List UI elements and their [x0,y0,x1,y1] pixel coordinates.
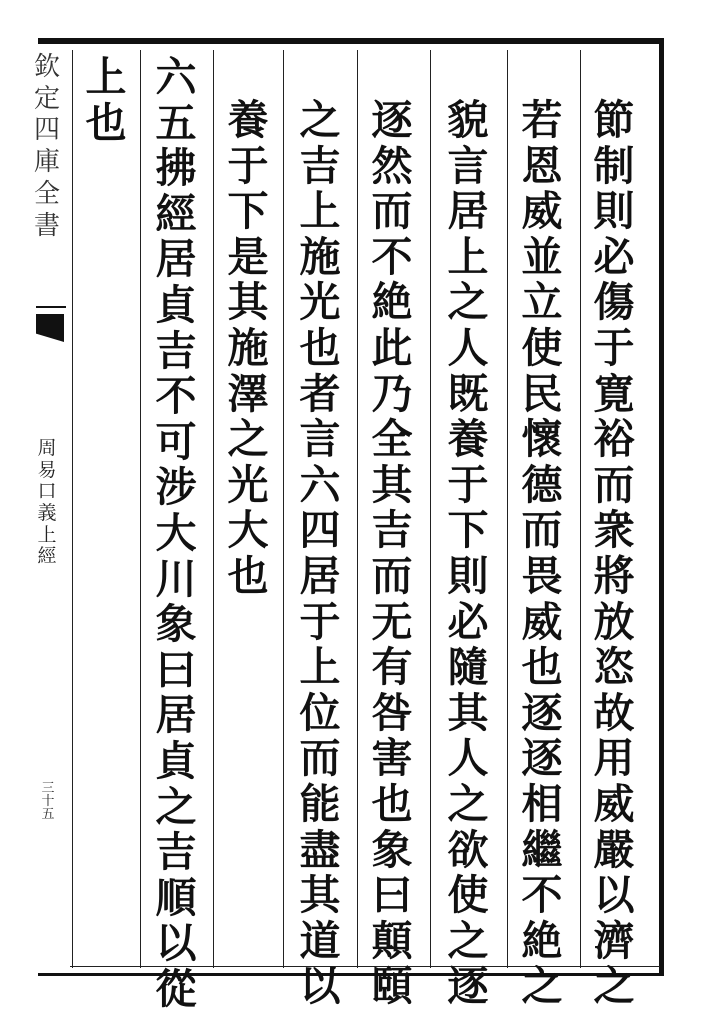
glyph: 言 [447,141,489,190]
margin-chapter-title [32,438,62,568]
glyph: 庫 [33,147,60,178]
glyph: 不 [521,871,563,920]
glyph: 拂 [155,144,197,193]
glyph: 則 [447,551,489,600]
glyph: 于 [593,323,635,372]
column-rule [580,50,581,968]
glyph: 也 [85,98,127,147]
glyph: 施 [299,232,341,281]
glyph: 恩 [521,141,563,190]
glyph: 懷 [521,415,563,464]
glyph: 立 [521,278,563,327]
glyph: 畏 [521,551,563,600]
glyph: 之 [521,962,563,1011]
glyph: 用 [593,734,635,783]
glyph: 可 [155,417,197,466]
glyph: 吉 [155,326,197,375]
glyph: 上 [299,187,341,236]
glyph: 不 [371,232,413,281]
column-rule [140,50,141,968]
glyph: 逐 [521,688,563,737]
glyph: 无 [371,597,413,646]
column-rule [213,50,214,968]
margin-book-title [30,52,64,302]
glyph: 吉 [371,506,413,555]
glyph: 既 [447,369,489,418]
glyph: 四 [299,506,341,555]
glyph: 德 [521,460,563,509]
text-column-3 [440,98,496,1010]
glyph: 威 [521,597,563,646]
fishtail-rule [36,306,66,308]
glyph: 之 [447,779,489,828]
glyph: 以 [155,919,197,968]
glyph: 順 [155,873,197,922]
glyph: 義 [37,501,57,524]
glyph: 養 [447,415,489,464]
glyph: 將 [593,551,635,600]
glyph: 經 [37,545,57,568]
glyph: 人 [447,323,489,372]
glyph: 則 [593,187,635,236]
glyph: 是 [227,232,269,281]
glyph: 並 [521,232,563,281]
glyph: 光 [299,278,341,327]
glyph: 澤 [227,369,269,418]
glyph: 口 [37,480,57,503]
glyph: 害 [371,734,413,783]
glyph: 之 [593,962,635,1011]
glyph: 也 [299,323,341,372]
glyph: 光 [227,460,269,509]
glyph: 曰 [371,871,413,920]
glyph: 下 [227,187,269,236]
glyph: 從 [155,964,197,1013]
column-rule [283,50,284,968]
glyph: 有 [371,643,413,692]
column-rule [357,50,358,968]
glyph: 居 [155,235,197,284]
glyph: 故 [593,688,635,737]
glyph: 居 [155,691,197,740]
text-column-5 [292,98,348,1010]
glyph: 于 [447,460,489,509]
glyph: 而 [371,551,413,600]
margin-page-number [36,782,60,821]
glyph: 之 [299,96,341,144]
glyph: 相 [521,779,563,828]
glyph: 制 [593,141,635,190]
glyph: 象 [371,825,413,874]
glyph: 施 [227,323,269,372]
glyph: 大 [155,508,197,557]
glyph: 以 [593,871,635,920]
glyph: 涉 [155,463,197,512]
glyph: 頤 [371,962,413,1011]
glyph: 言 [299,415,341,464]
glyph: 周 [37,437,57,459]
glyph: 貌 [447,96,489,144]
glyph: 乃 [371,369,413,418]
glyph: 其 [371,460,413,509]
glyph: 恣 [593,643,635,692]
glyph: 能 [299,779,341,828]
glyph: 四 [33,115,60,146]
glyph: 顛 [371,916,413,965]
glyph: 也 [371,779,413,828]
text-column-2 [514,98,570,1010]
glyph: 繼 [521,825,563,874]
glyph: 而 [593,460,635,509]
column-rule [507,50,508,968]
text-column-6 [220,98,276,600]
column-rule [430,50,431,968]
glyph: 不 [155,372,197,421]
glyph: 于 [299,597,341,646]
glyph: 威 [521,187,563,236]
glyph: 吉 [299,141,341,190]
glyph: 威 [593,779,635,828]
glyph: 五 [41,807,55,822]
glyph: 居 [447,187,489,236]
glyph: 放 [593,597,635,646]
glyph: 之 [155,782,197,831]
text-column-1 [586,98,642,1010]
glyph: 使 [521,323,563,372]
glyph: 也 [521,643,563,692]
glyph: 隨 [447,643,489,692]
glyph: 居 [299,551,341,600]
glyph: 其 [227,278,269,327]
glyph: 吉 [155,828,197,877]
glyph: 大 [227,506,269,555]
glyph: 必 [593,232,635,281]
text-column-4 [364,98,420,1010]
glyph: 咎 [371,688,413,737]
glyph: 逐 [521,734,563,783]
glyph: 位 [299,688,341,737]
glyph: 而 [371,187,413,236]
glyph: 之 [227,415,269,464]
glyph: 下 [447,506,489,555]
glyph: 之 [447,278,489,327]
glyph: 使 [447,871,489,920]
glyph: 逐 [447,962,489,1011]
glyph: 全 [33,178,60,209]
glyph: 書 [33,210,60,241]
glyph: 以 [299,962,341,1011]
glyph: 此 [371,323,413,372]
glyph: 養 [227,96,269,144]
glyph: 傷 [593,278,635,327]
glyph: 裕 [593,415,635,464]
glyph: 盡 [299,825,341,874]
glyph: 必 [447,597,489,646]
glyph: 道 [299,916,341,965]
glyph: 上 [299,643,341,692]
glyph: 五 [155,98,197,147]
glyph: 而 [299,734,341,783]
glyph: 也 [227,551,269,600]
glyph: 全 [371,415,413,464]
glyph: 易 [37,458,57,481]
glyph: 川 [155,554,197,603]
glyph: 十 [41,794,55,809]
text-column-8 [78,55,134,146]
glyph: 其 [447,688,489,737]
glyph: 若 [521,96,563,144]
glyph: 衆 [593,506,635,555]
glyph: 嚴 [593,825,635,874]
glyph: 逐 [371,96,413,144]
glyph: 節 [593,96,635,144]
glyph: 人 [447,734,489,783]
glyph: 者 [299,369,341,418]
glyph: 三 [41,781,55,796]
glyph: 六 [155,53,197,101]
page-frame [38,38,664,976]
glyph: 寛 [593,369,635,418]
glyph: 濟 [593,916,635,965]
glyph: 而 [521,506,563,555]
glyph: 于 [227,141,269,190]
glyph: 絶 [521,916,563,965]
glyph: 絶 [371,278,413,327]
glyph: 經 [155,189,197,238]
glyph: 欽 [33,52,60,82]
glyph: 上 [37,523,57,546]
glyph: 象 [155,600,197,649]
glyph: 曰 [155,645,197,694]
glyph: 欲 [447,825,489,874]
glyph: 定 [33,83,60,114]
glyph: 貞 [155,736,197,785]
column-rule [72,50,73,968]
glyph: 民 [521,369,563,418]
glyph: 上 [85,53,127,101]
text-column-7 [148,55,204,1012]
glyph: 其 [299,871,341,920]
glyph: 然 [371,141,413,190]
glyph: 貞 [155,280,197,329]
glyph: 六 [299,460,341,509]
glyph: 上 [447,232,489,281]
glyph: 之 [447,916,489,965]
